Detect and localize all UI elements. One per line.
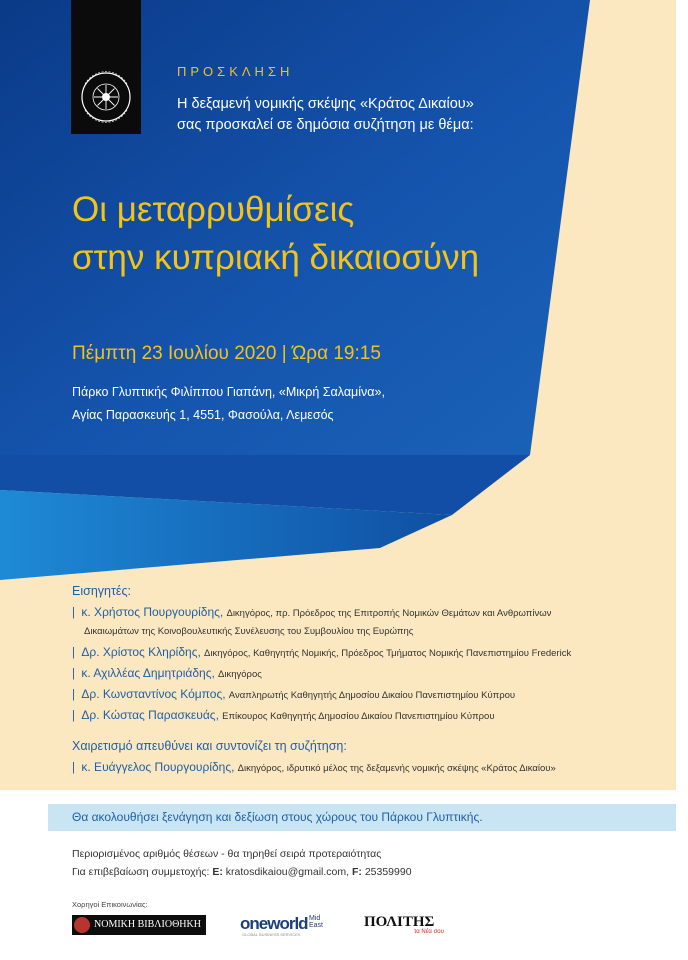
intro-line-2: σας προσκαλεί σε δημόσια συζήτηση με θέμα: <box>177 117 474 133</box>
nomiki-logo-text: ΝΟΜΙΚΗ ΒΙΒΛΙΟΘΗΚΗ <box>94 919 201 930</box>
speaker-desc: Αναπληρωτής Καθηγητής Δημοσίου Δικαίου Πανεπιστημίου Κύπρου <box>228 690 516 701</box>
oneworld-region-1: Mid <box>309 915 321 922</box>
moderator-row <box>72 760 556 774</box>
speaker-row <box>72 645 571 659</box>
speaker-row <box>72 605 551 619</box>
speakers-heading: Εισηγητές: <box>72 584 131 598</box>
speaker-bar: | <box>72 607 75 619</box>
oneworld-region-2: East <box>309 922 324 929</box>
speaker-name: Δρ. Κώστας Παρασκευάς, <box>81 708 219 722</box>
nomiki-emblem-icon <box>74 917 90 933</box>
politis-tagline: τα Νέα σου <box>414 929 444 935</box>
nomiki-vivliothiki-logo <box>72 915 206 935</box>
rsvp-fax: 25359990 <box>364 866 412 878</box>
speaker-name: κ. Αχιλλέας Δημητριάδης, <box>81 666 215 680</box>
rsvp-prefix: Για επιβεβαίωση συμμετοχής: <box>72 866 213 878</box>
oneworld-logo <box>240 914 332 938</box>
event-datetime: Πέμπτη 23 Ιουλίου 2020 | Ώρα 19:15 <box>72 343 381 364</box>
sponsors-label: Χορηγοί Επικοινωνίας: <box>72 900 148 909</box>
intro-line-1: Η δεξαμενή νομικής σκέψης «Κράτος Δικαίου» <box>177 96 474 112</box>
event-venue <box>72 381 385 427</box>
email-label: E: <box>212 866 223 878</box>
rsvp-email[interactable]: kratosdikaiou@gmail.com <box>225 866 347 878</box>
oneworld-logo-text: oneworld <box>240 914 308 933</box>
venue-line-2: Αγίας Παρασκευής 1, 4551, Φασούλα, Λεμεσός <box>72 408 334 422</box>
oneworld-tagline: GLOBAL BUSINESS SERVICES <box>242 932 301 937</box>
event-title <box>72 186 479 282</box>
politis-logo <box>362 914 452 938</box>
kratos-dikaiou-logo <box>71 0 141 134</box>
moderator-name: κ. Ευάγγελος Πουργουρίδης, <box>81 760 235 774</box>
speaker-row <box>72 708 495 722</box>
speaker-name: Δρ. Κωνσταντίνος Κόμπος, <box>81 687 226 701</box>
speaker-desc: Δικηγόρος, Καθηγητής Νομικής, Πρόεδρος Τμήματος Νομικής Πανεπιστημίου Frederick <box>204 648 572 659</box>
title-line-1: Οι μεταρρυθμίσεις <box>72 190 355 229</box>
fax-label: F: <box>351 866 362 878</box>
speaker-bar: | <box>72 689 75 701</box>
speaker-name: Δρ. Χρίστος Κληρίδης, <box>81 645 201 659</box>
speaker-bar: | <box>72 710 75 722</box>
invitation-kicker: ΠΡΟΣΚΛΗΣΗ <box>177 64 294 79</box>
reception-banner <box>48 804 676 831</box>
speaker-row <box>72 687 515 701</box>
limited-seats-note: Περιορισμένος αριθμός θέσεων - θα τηρηθεί σειρά προτεραιότητας <box>72 848 382 860</box>
speaker-row <box>72 666 262 680</box>
venue-line-1: Πάρκο Γλυπτικής Φιλίππου Γιαπάνη, «Μικρή Σαλαμίνα», <box>72 385 385 399</box>
speaker-desc: Δικηγόρος <box>218 669 262 680</box>
logo-emblem-icon <box>71 0 141 134</box>
intro-text <box>177 94 474 136</box>
speaker-desc: Επίκουρος Καθηγητής Δημοσίου Δικαίου Πανεπιστημίου Κύπρου <box>222 711 495 722</box>
speaker-desc-cont: Δικαιωμάτων της Κοινοβουλευτικής Συνέλευσης του Συμβουλίου της Ευρώπης <box>84 626 414 637</box>
moderator-heading: Χαιρετισμό απευθύνει και συντονίζει τη συζήτηση: <box>72 739 347 753</box>
reception-text: Θα ακολουθήσει ξενάγηση και δεξίωση στους χώρους του Πάρκου Γλυπτικής. <box>72 810 483 824</box>
speaker-bar: | <box>72 668 75 680</box>
moderator-bar: | <box>72 762 75 774</box>
rsvp-line: Για επιβεβαίωση συμμετοχής: E: kratosdikaiou@gmail.com, F: 25359990 <box>72 866 412 878</box>
speaker-desc: Δικηγόρος, πρ. Πρόεδρος της Επιτροπής Νομικών Θεμάτων και Ανθρωπίνων <box>226 608 552 619</box>
moderator-desc: Δικηγόρος, ιδρυτικό μέλος της δεξαμενής νομικής σκέψης «Κράτος Δικαίου» <box>237 763 556 774</box>
speaker-bar: | <box>72 647 75 659</box>
title-line-2: στην κυπριακή δικαιοσύνη <box>72 238 480 277</box>
politis-logo-text: ΠΟΛΙΤΗΣ <box>364 914 435 930</box>
speaker-name: κ. Χρήστος Πουργουρίδης, <box>81 605 224 619</box>
oneworld-region <box>309 915 323 929</box>
